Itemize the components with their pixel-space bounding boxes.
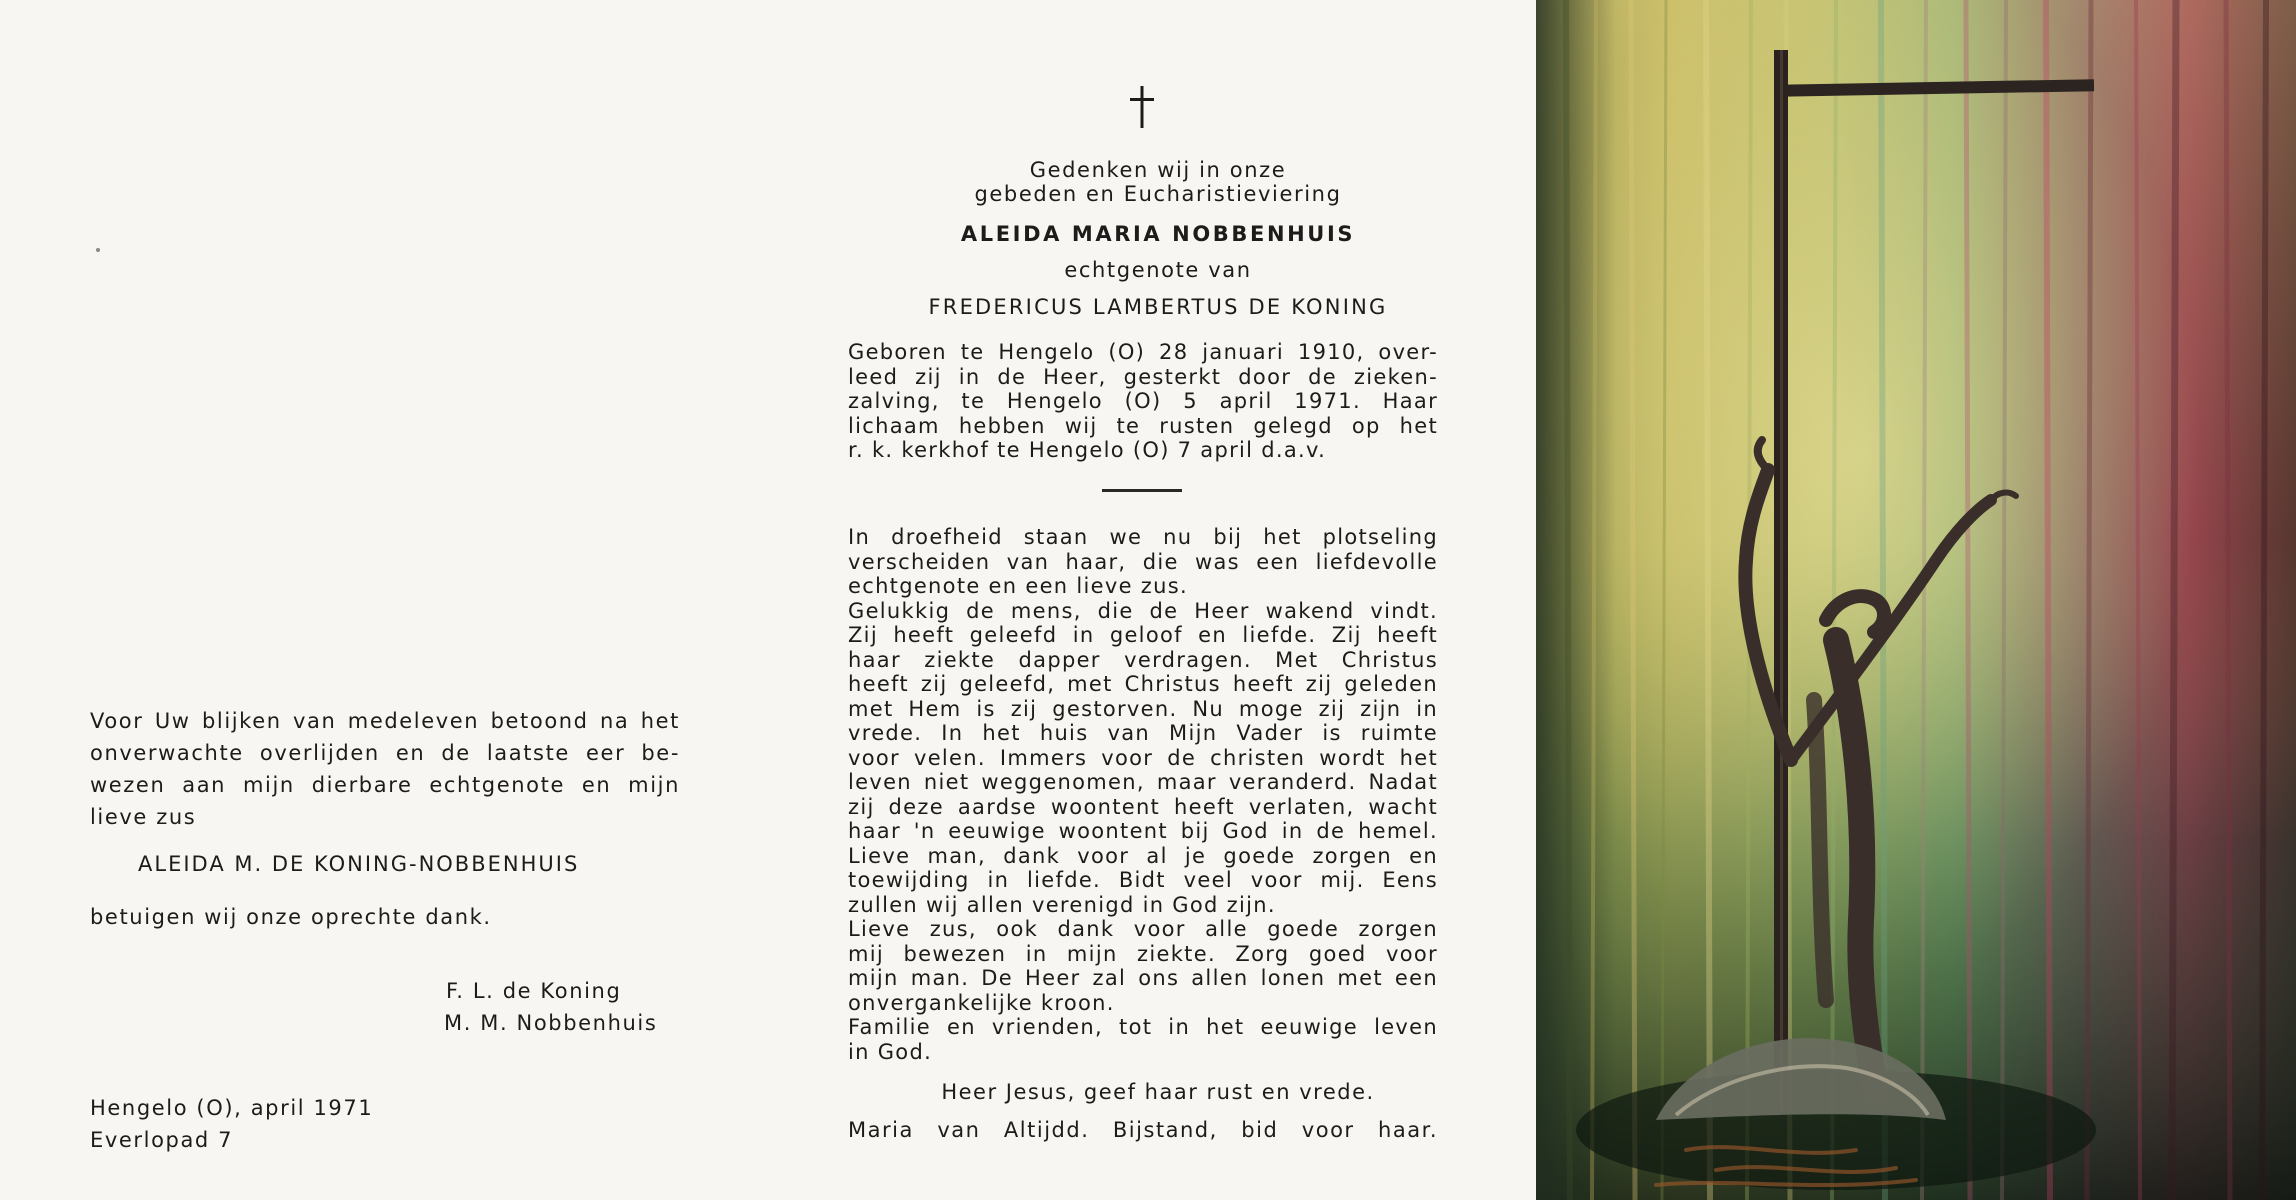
address: Everlopad 7 [90, 1128, 234, 1152]
paragraph-line: Lieve man, dank voor al je goede zorgen en [848, 843, 1438, 868]
deceased-married-name: ALEIDA M. DE KONING-NOBBENHUIS [138, 852, 580, 876]
intro-line: Gedenken wij in onze [1029, 158, 1287, 182]
cross-icon [1125, 84, 1159, 132]
signatures [444, 975, 657, 1039]
paragraph-line: onvergankelijke kroon. [848, 990, 1115, 1015]
thanks-paragraph [90, 705, 680, 833]
paragraph-line: verscheiden van haar, die was een liefdevolle [848, 549, 1438, 574]
paragraph-line: Gelukkig de mens, die de Heer wakend vindt. [848, 598, 1438, 623]
paragraph-line: Lieve zus, ook dank voor alle goede zorgen [848, 917, 1438, 941]
prayer-jesus: Heer Jesus, geef haar rust en vrede. [941, 1080, 1375, 1104]
thanks-line: onverwachte overlijden en de laatste eer be- [90, 741, 680, 765]
spouse-label: echtgenote van [1064, 258, 1252, 282]
place-and-address [90, 1092, 373, 1156]
paragraph-line: Geboren te Hengelo (O) 28 januari 1910, over- [848, 340, 1438, 364]
paragraph-line: leven niet weggenomen, maar veranderd. Nadat [848, 770, 1438, 794]
painting-image [1536, 0, 2296, 1200]
signature-sister: M. M. Nobbenhuis [444, 1011, 658, 1035]
paragraph-line: in God. [848, 1039, 933, 1064]
birth-death-paragraph [848, 340, 1438, 463]
intro-line: gebeden en Eucharistieviering [974, 182, 1342, 206]
paragraph-line: vrede. In het huis van Mijn Vader is ruimte [848, 721, 1438, 745]
paragraph-line: mij bewezen in mijn ziekte. Zorg goed voor [848, 941, 1438, 966]
spouse-name: FREDERICUS LAMBERTUS DE KONING [928, 295, 1388, 319]
paragraph-line: toewijding in liefde. Bidt veel voor mij. Eens [848, 868, 1438, 892]
paragraph-line: r. k. kerkhof te Hengelo (O) 7 april d.a.v. [848, 438, 1327, 462]
thanks-closing: betuigen wij onze oprechte dank. [90, 905, 492, 929]
thanks-line: lieve zus [90, 805, 197, 829]
paragraph-line: heeft zij geleefd, met Christus heeft zij geleden [848, 672, 1438, 696]
paragraph-line: zij deze aardse woontent heeft verlaten, wacht [848, 794, 1438, 819]
paragraph-line: mijn man. De Heer zal ons allen lonen met een [848, 966, 1438, 990]
paragraph-line: lichaam hebben wij te rusten gelegd op het [848, 413, 1438, 438]
signature-husband: F. L. de Koning [446, 979, 622, 1003]
place-date: Hengelo (O), april 1971 [90, 1096, 374, 1120]
thanks-panel [0, 0, 780, 1200]
deceased-name: ALEIDA MARIA NOBBENHUIS [960, 222, 1356, 246]
paragraph-line: leed zij in de Heer, gesterkt door de zieken- [848, 364, 1438, 389]
paragraph-line: echtgenote en een lieve zus. [848, 574, 1188, 598]
paper-speck [96, 248, 100, 252]
paragraph-line: Zij heeft geleefd in geloof en liefde. Zij heeft [848, 623, 1438, 647]
paragraph-line: Familie en vrienden, tot in het eeuwige leven [848, 1015, 1438, 1039]
thanks-line: wezen aan mijn dierbare echtgenote en mijn [90, 773, 680, 797]
remembrance-panel [780, 0, 1536, 1200]
paragraph-line: zalving, te Hengelo (O) 5 april 1971. Haar [848, 389, 1438, 413]
paragraph-line: haar 'n eeuwige woontent bij God in de hemel. [848, 819, 1438, 843]
grief-paragraph [848, 525, 1438, 1064]
paragraph-line: zullen wij allen verenigd in God zijn. [848, 892, 1276, 917]
prayer-maria: Maria van Altijdd. Bijstand, bid voor haar. [848, 1118, 1438, 1142]
paragraph-line: met Hem is zij gestorven. Nu moge zij zijn in [848, 696, 1438, 721]
divider-rule [1102, 489, 1182, 492]
paragraph-line: In droefheid staan we nu bij het plotseling [848, 525, 1438, 549]
thanks-line: Voor Uw blijken van medeleven betoond na het [90, 709, 680, 733]
paragraph-line: haar ziekte dapper verdragen. Met Christus [848, 647, 1438, 672]
cross-painting [1536, 0, 2296, 1200]
paragraph-line: voor velen. Immers voor de christen wordt het [848, 745, 1438, 770]
